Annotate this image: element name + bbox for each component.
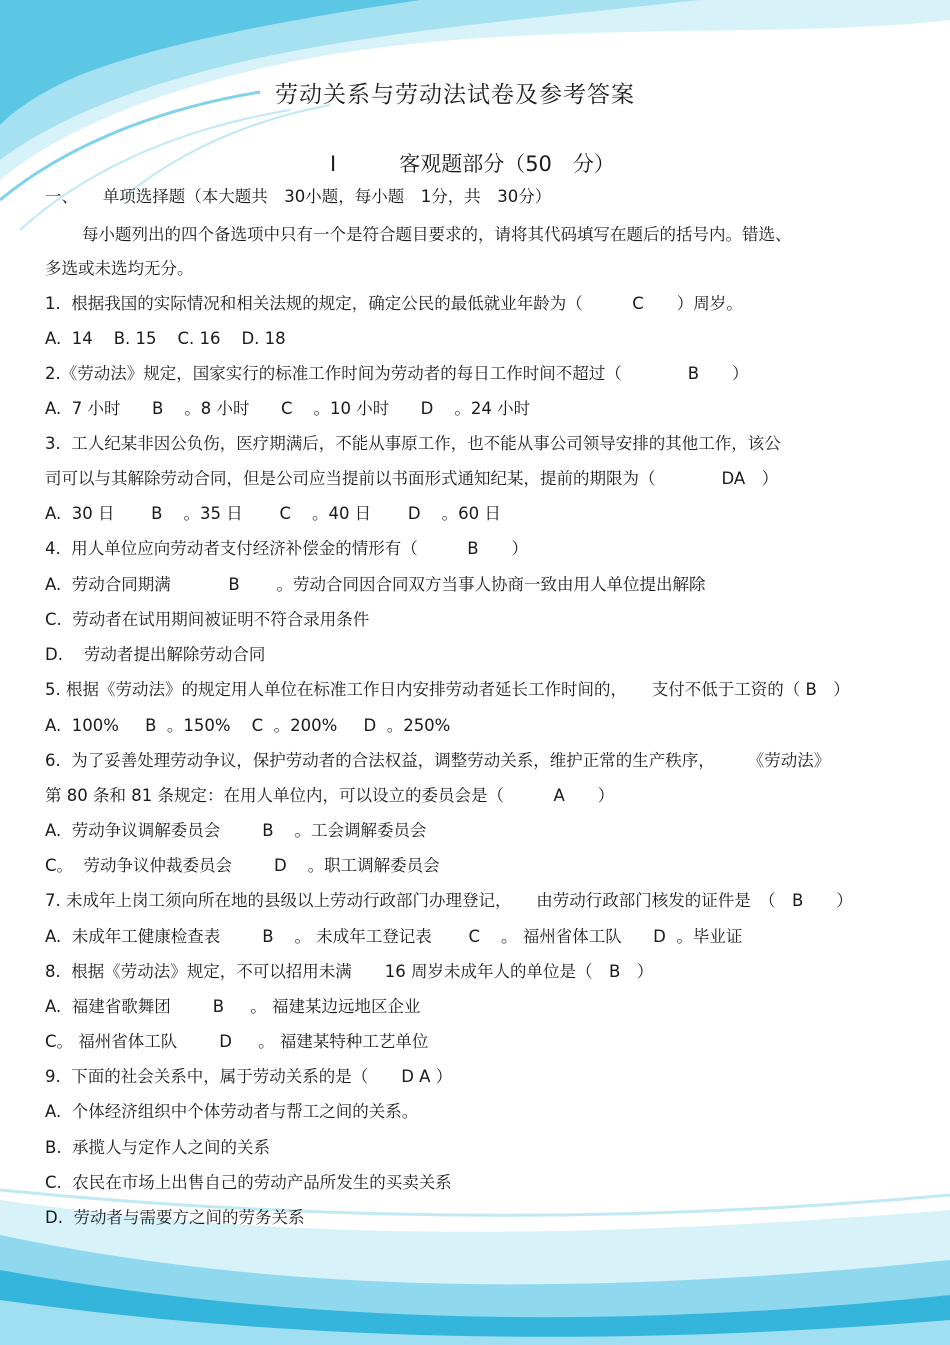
question-3-line-2: 司可以与其解除劳动合同，但是公司应当提前以书面形式通知纪某，提前的期限为（ DA ） [45, 469, 779, 488]
question-1-options: A. 14 B. 15 C. 16 D. 18 [45, 329, 286, 348]
question-3-options: A. 30 日 B 。35 日 C 。40 日 D 。60 日 [45, 504, 501, 523]
question-4-option-c: C. 劳动者在试用期间被证明不符合录用条件 [45, 610, 370, 629]
question-7-options: A. 未成年工健康检查表 B 。 未成年工登记表 C 。 福州省体工队 D 。毕业证 [45, 927, 743, 946]
instructions-line-2: 多选或未选均无分。 [45, 259, 194, 278]
question-9-option-a: A. 个体经济组织中个体劳动者与帮工之间的关系。 [45, 1102, 419, 1121]
question-5: 5. 根据《劳动法》的规定用人单位在标准工作日内安排劳动者延长工作时间的， 支付不低于工资的（ B ） [45, 680, 850, 699]
question-3-line-1: 3. 工人纪某非因公负伤，医疗期满后，不能从事原工作，也不能从事公司领导安排的其他工作，该公 [45, 434, 781, 453]
question-4: 4. 用人单位应向劳动者支付经济补偿金的情形有（ B ） [45, 539, 529, 558]
question-2-options: A. 7 小时 B 。8 小时 C 。10 小时 D 。24 小时 [45, 399, 531, 418]
question-9-option-d: D. 劳动者与需要方之间的劳务关系 [45, 1208, 305, 1227]
question-2: 2.《劳动法》规定，国家实行的标准工作时间为劳动者的每日工作时间不超过（ B ） [45, 364, 749, 383]
question-5-options: A. 100% B 。150% C 。200% D 。250% [45, 716, 451, 735]
instructions-line-1: 每小题列出的四个备选项中只有一个是符合题目要求的，请将其代码填写在题后的括号内。错选、 [82, 225, 792, 244]
question-8: 8. 根据《劳动法》规定，不可以招用未满 16 周岁未成年人的单位是（ B ） [45, 962, 654, 981]
document-title: 劳动关系与劳动法试卷及参考答案 [275, 82, 635, 108]
question-6-options-ab: A. 劳动争议调解委员会 B 。工会调解委员会 [45, 821, 427, 840]
question-4-option-d: D. 劳动者提出解除劳动合同 [45, 645, 266, 664]
question-6-line-2: 第 80 条和 81 条规定：在用人单位内，可以设立的委员会是（ A ） [45, 786, 615, 805]
question-6-line-1: 6. 为了妥善处理劳动争议，保护劳动者的合法权益，调整劳动关系，维护正常的生产秩序， 《劳动法》 [45, 751, 831, 770]
question-8-options-cd: C。 福州省体工队 D 。 福建某特种工艺单位 [45, 1032, 429, 1051]
question-9-option-c: C. 农民在市场上出售自己的劳动产品所发生的买卖关系 [45, 1173, 452, 1192]
question-4-options-ab: A. 劳动合同期满 B 。劳动合同因合同双方当事人协商一致由用人单位提出解除 [45, 575, 706, 594]
question-7: 7. 未成年上岗工须向所在地的县级以上劳动行政部门办理登记， 由劳动行政部门核发的证件是 （ B ） [45, 891, 853, 910]
question-9-option-b: B. 承揽人与定作人之间的关系 [45, 1138, 271, 1157]
section-one-heading: 一、 单项选择题（本大题共 30小题，每小题 1分，共 30分） [45, 187, 552, 206]
question-6-options-cd: C。 劳动争议仲裁委员会 D 。职工调解委员会 [45, 856, 440, 875]
question-8-options-ab: A. 福建省歌舞团 B 。 福建某边远地区企业 [45, 997, 421, 1016]
question-9: 9. 下面的社会关系中，属于劳动关系的是（ D A ） [45, 1067, 453, 1086]
question-1: 1. 根据我国的实际情况和相关法规的规定，确定公民的最低就业年龄为（ C ）周岁。 [45, 294, 743, 313]
section-heading: I 客观题部分（50 分） [330, 152, 615, 176]
